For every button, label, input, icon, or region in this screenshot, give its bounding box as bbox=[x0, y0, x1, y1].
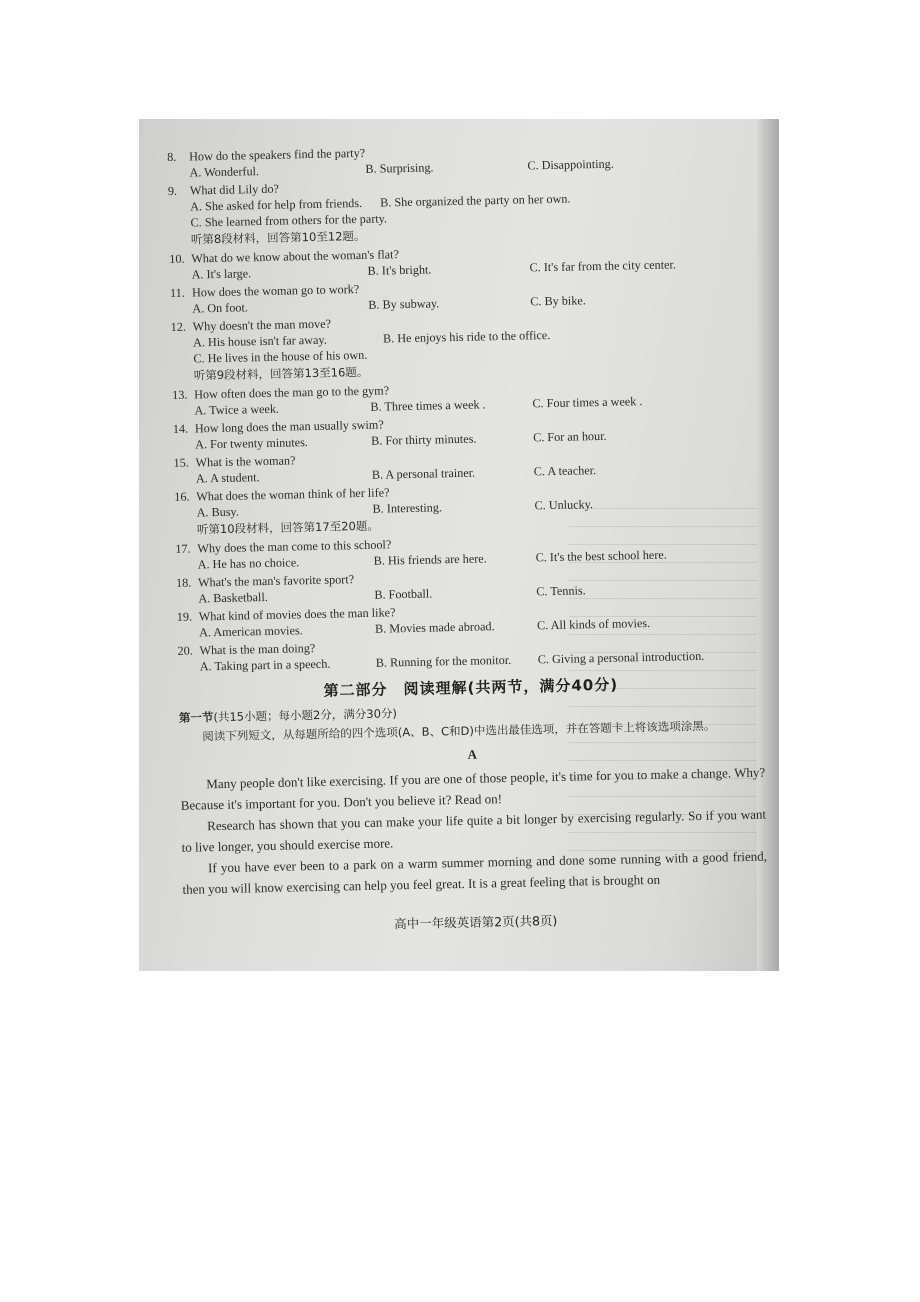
scanned-page-photo bbox=[139, 119, 779, 971]
answer-option: C. Giving a personal introduction. bbox=[537, 648, 705, 667]
listening-section-note: 听第9段材料，回答第13至16题。 bbox=[193, 364, 369, 383]
question-number: 9. bbox=[167, 183, 178, 198]
question-number: 8. bbox=[167, 149, 177, 164]
answer-option: B. It's bright. bbox=[367, 262, 432, 278]
question-number: 18. bbox=[175, 575, 192, 590]
answer-option: A. Basketball. bbox=[198, 589, 268, 606]
answer-option: A. Twice a week. bbox=[194, 401, 280, 418]
answer-option: B. Surprising. bbox=[365, 160, 434, 176]
question-text: What does the woman think of her life? bbox=[196, 485, 390, 504]
answer-option: C. She learned from others for the party. bbox=[190, 211, 388, 230]
answer-option: B. Running for the monitor. bbox=[375, 652, 512, 670]
exam-content bbox=[167, 137, 768, 932]
answer-option: A. He has no choice. bbox=[197, 555, 300, 572]
question-number: 20. bbox=[177, 643, 193, 658]
answer-option: C. It's far from the city center. bbox=[529, 257, 677, 275]
answer-option: C. He lives in the house of his own. bbox=[193, 347, 368, 366]
question-text: What did Lily do? bbox=[189, 181, 280, 198]
part-title: 第二部分 阅读理解(共两节，满分40分) bbox=[323, 675, 619, 700]
answer-option: A. American movies. bbox=[198, 623, 303, 640]
question-number: 17. bbox=[175, 541, 191, 556]
question-number: 15. bbox=[173, 455, 189, 470]
question-text: What is the man doing? bbox=[199, 641, 316, 658]
answer-option: B. Football. bbox=[374, 586, 433, 602]
answer-option: C. Unlucky. bbox=[534, 497, 594, 513]
question-number: 14. bbox=[172, 421, 189, 436]
answer-option: B. Movies made abroad. bbox=[374, 619, 495, 636]
passage-paragraph: Research has shown that you can make your life quite a bit longer by exercising regularly. So if you want to live longer, you should exercise more. bbox=[181, 806, 767, 855]
answer-option: C. Disappointing. bbox=[527, 156, 614, 173]
answer-option: A. It's large. bbox=[191, 266, 252, 282]
question-text: Why does the man come to this school? bbox=[197, 537, 392, 556]
listening-questions bbox=[167, 137, 763, 677]
question-number: 10. bbox=[169, 251, 185, 266]
question-text: What's the man's favorite sport? bbox=[197, 572, 355, 590]
question-number: 11. bbox=[169, 285, 185, 300]
listening-section-note: 听第10段材料，回答第17至20题。 bbox=[196, 518, 379, 537]
page-footer: 高中一年级英语第2页(共8页) bbox=[394, 912, 558, 932]
answer-option: B. She organized the party on her own. bbox=[380, 191, 571, 210]
section-note: (共15小题；每小题2分，满分30分) bbox=[213, 706, 398, 724]
answer-option: B. He enjoys his ride to the office. bbox=[382, 328, 551, 346]
passage-paragraph: Many people don't like exercising. If you are one of those people, it's time for you to make a change. Why? Because it's important for you. Don't you believe it? Read on! bbox=[180, 764, 766, 813]
question-text: How often does the man go to the gym? bbox=[194, 383, 390, 402]
reading-instructions: 阅读下列短文，从每题所给的四个选项(A、B、C和D)中选出最佳选项，并在答题卡上将该选项涂黑。 bbox=[202, 718, 716, 744]
answer-option: A. She asked for help from friends. bbox=[190, 195, 363, 214]
answer-option: C. By bike. bbox=[530, 293, 586, 309]
answer-option: C. All kinds of movies. bbox=[536, 615, 651, 633]
passage-paragraph: If you have ever been to a park on a warm summer morning and done some running with a good friend, then you will know exercising can help you feel great. It is a great feeling that is brought on bbox=[182, 848, 768, 897]
section-label: 第一节 bbox=[178, 709, 214, 725]
answer-option: B. A personal trainer. bbox=[371, 465, 476, 482]
question-text: What is the woman? bbox=[195, 453, 296, 470]
question-text: How do the speakers find the party? bbox=[189, 145, 366, 164]
answer-option: A. A student. bbox=[195, 470, 260, 486]
listening-section-note: 听第8段材料，回答第10至12题。 bbox=[190, 228, 366, 247]
question-text: What do we know about the woman's flat? bbox=[191, 247, 400, 266]
answer-option: A. On foot. bbox=[192, 300, 249, 316]
answer-option: B. By subway. bbox=[368, 296, 440, 312]
question-number: 12. bbox=[170, 319, 187, 334]
answer-option: B. For thirty minutes. bbox=[371, 431, 477, 448]
answer-option: A. His house isn't far away. bbox=[192, 332, 327, 350]
question-number: 16. bbox=[174, 489, 190, 504]
answer-option: B. Interesting. bbox=[372, 500, 443, 516]
answer-option: C. Tennis. bbox=[536, 583, 586, 599]
answer-option: B. Three times a week . bbox=[370, 397, 486, 414]
passage-letter: A bbox=[467, 747, 478, 763]
answer-option: C. Four times a week . bbox=[532, 394, 643, 411]
answer-option: C. For an hour. bbox=[532, 428, 607, 445]
answer-option: C. It's the best school here. bbox=[535, 547, 667, 565]
question-number: 13. bbox=[172, 387, 188, 402]
answer-option: C. A teacher. bbox=[533, 463, 597, 479]
question-text: What kind of movies does the man like? bbox=[198, 605, 396, 624]
answer-option: A. Taking part in a speech. bbox=[199, 656, 331, 674]
answer-option: B. His friends are here. bbox=[373, 551, 487, 568]
answer-option: A. For twenty minutes. bbox=[195, 435, 309, 452]
question-text: Why doesn't the man move? bbox=[192, 316, 332, 334]
question-text: How long does the man usually swim? bbox=[194, 417, 384, 436]
answer-option: A. Wonderful. bbox=[189, 164, 260, 180]
answer-option: A. Busy. bbox=[196, 504, 239, 520]
question-text: How does the woman go to work? bbox=[191, 282, 360, 300]
question-number: 19. bbox=[176, 609, 193, 624]
